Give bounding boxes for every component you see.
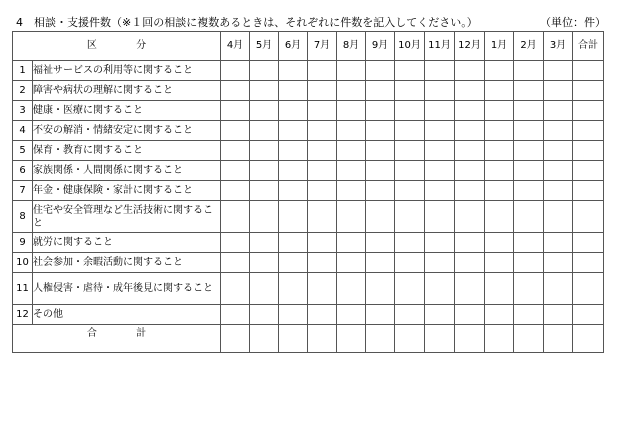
total-cell[interactable] <box>485 325 514 353</box>
entry-cell[interactable] <box>573 141 604 161</box>
entry-cell[interactable] <box>514 181 544 201</box>
entry-cell[interactable] <box>308 61 337 81</box>
entry-cell[interactable] <box>395 273 425 305</box>
entry-cell[interactable] <box>514 253 544 273</box>
entry-cell[interactable] <box>544 121 573 141</box>
entry-cell[interactable] <box>455 201 485 233</box>
entry-cell[interactable] <box>221 233 250 253</box>
total-row <box>13 325 604 353</box>
entry-cell[interactable] <box>485 273 514 305</box>
table-row <box>13 161 604 181</box>
entry-cell[interactable] <box>250 305 279 325</box>
entry-cell[interactable] <box>279 101 308 121</box>
entry-cell[interactable] <box>573 161 604 181</box>
entry-cell[interactable] <box>573 81 604 101</box>
entry-cell[interactable] <box>514 61 544 81</box>
entry-cell[interactable] <box>366 161 395 181</box>
table-row <box>13 121 604 141</box>
entry-cell[interactable] <box>455 61 485 81</box>
table-row <box>13 101 604 121</box>
row-number: 4 <box>13 121 33 141</box>
table-row <box>13 141 604 161</box>
entry-cell[interactable] <box>573 61 604 81</box>
row-number: 6 <box>13 161 33 181</box>
entry-cell[interactable] <box>366 201 395 233</box>
month-header: 9月 <box>366 32 395 61</box>
entry-cell[interactable] <box>514 233 544 253</box>
entry-cell[interactable] <box>308 161 337 181</box>
entry-cell[interactable] <box>425 181 455 201</box>
entry-cell[interactable] <box>455 305 485 325</box>
entry-cell[interactable] <box>366 121 395 141</box>
row-number: 7 <box>13 181 33 201</box>
entry-cell[interactable] <box>337 181 366 201</box>
entry-cell[interactable] <box>337 61 366 81</box>
entry-cell[interactable] <box>221 273 250 305</box>
entry-cell[interactable] <box>425 305 455 325</box>
entry-cell[interactable] <box>425 121 455 141</box>
month-header: 3月 <box>544 32 573 61</box>
month-header: 6月 <box>279 32 308 61</box>
row-label: その他 <box>33 305 221 325</box>
entry-cell[interactable] <box>514 161 544 181</box>
entry-cell[interactable] <box>250 141 279 161</box>
entry-cell[interactable] <box>485 61 514 81</box>
row-label: 健康・医療に関すること <box>33 101 221 121</box>
entry-cell[interactable] <box>485 253 514 273</box>
entry-cell[interactable] <box>425 61 455 81</box>
entry-cell[interactable] <box>366 233 395 253</box>
row-number: 2 <box>13 81 33 101</box>
entry-cell[interactable] <box>544 253 573 273</box>
entry-cell[interactable] <box>455 81 485 101</box>
total-cell[interactable] <box>279 325 308 353</box>
entry-cell[interactable] <box>485 305 514 325</box>
entry-cell[interactable] <box>573 233 604 253</box>
entry-cell[interactable] <box>221 201 250 233</box>
month-header: 11月 <box>425 32 455 61</box>
row-number: 12 <box>13 305 33 325</box>
entry-cell[interactable] <box>514 81 544 101</box>
entry-cell[interactable] <box>250 181 279 201</box>
month-header: 4月 <box>221 32 250 61</box>
entry-cell[interactable] <box>514 121 544 141</box>
entry-cell[interactable] <box>221 121 250 141</box>
entry-cell[interactable] <box>485 81 514 101</box>
entry-cell[interactable] <box>366 101 395 121</box>
entry-cell[interactable] <box>308 305 337 325</box>
entry-cell[interactable] <box>221 61 250 81</box>
entry-cell[interactable] <box>544 273 573 305</box>
row-label: 就労に関すること <box>33 233 221 253</box>
entry-cell[interactable] <box>455 121 485 141</box>
entry-cell[interactable] <box>337 81 366 101</box>
entry-cell[interactable] <box>455 161 485 181</box>
entry-cell[interactable] <box>366 305 395 325</box>
total-cell[interactable] <box>337 325 366 353</box>
entry-cell[interactable] <box>279 181 308 201</box>
entry-cell[interactable] <box>455 233 485 253</box>
row-number: 11 <box>13 273 33 305</box>
table-row <box>13 61 604 81</box>
section-title: 相談・支援件数（※１回の相談に複数あるときは、それぞれに件数を記入してください。） <box>34 16 478 29</box>
row-number: 8 <box>13 201 33 233</box>
entry-cell[interactable] <box>514 101 544 121</box>
entry-cell[interactable] <box>279 233 308 253</box>
row-label: 住宅や安全管理など生活技術に関すること <box>33 201 221 233</box>
entry-cell[interactable] <box>308 233 337 253</box>
entry-cell[interactable] <box>573 181 604 201</box>
entry-cell[interactable] <box>337 121 366 141</box>
entry-cell[interactable] <box>425 201 455 233</box>
row-number: 9 <box>13 233 33 253</box>
month-header: 2月 <box>514 32 544 61</box>
entry-cell[interactable] <box>279 141 308 161</box>
row-label: 人権侵害・虐待・成年後見に関すること <box>33 273 221 305</box>
section-number: 4 <box>16 16 23 29</box>
month-header: 5月 <box>250 32 279 61</box>
entry-cell[interactable] <box>455 141 485 161</box>
entry-cell[interactable] <box>308 121 337 141</box>
entry-cell[interactable] <box>544 161 573 181</box>
table-row <box>13 81 604 101</box>
entry-cell[interactable] <box>308 81 337 101</box>
entry-cell[interactable] <box>279 161 308 181</box>
entry-cell[interactable] <box>573 305 604 325</box>
entry-cell[interactable] <box>366 253 395 273</box>
entry-cell[interactable] <box>337 305 366 325</box>
consultation-count-table <box>12 31 604 353</box>
row-label: 年金・健康保険・家計に関すること <box>33 181 221 201</box>
entry-cell[interactable] <box>366 61 395 81</box>
section-heading <box>16 15 606 31</box>
entry-cell[interactable] <box>308 273 337 305</box>
entry-cell[interactable] <box>250 161 279 181</box>
total-cell[interactable] <box>514 325 544 353</box>
entry-cell[interactable] <box>425 161 455 181</box>
entry-cell[interactable] <box>455 101 485 121</box>
entry-cell[interactable] <box>395 101 425 121</box>
month-header: 12月 <box>455 32 485 61</box>
entry-cell[interactable] <box>221 141 250 161</box>
entry-cell[interactable] <box>250 273 279 305</box>
unit-label: （単位：件） <box>540 16 606 29</box>
total-cell[interactable] <box>308 325 337 353</box>
table-row <box>13 273 604 305</box>
entry-cell[interactable] <box>425 141 455 161</box>
entry-cell[interactable] <box>308 141 337 161</box>
entry-cell[interactable] <box>455 273 485 305</box>
entry-cell[interactable] <box>573 273 604 305</box>
entry-cell[interactable] <box>366 273 395 305</box>
entry-cell[interactable] <box>279 305 308 325</box>
category-header: 区 分 <box>13 32 221 61</box>
entry-cell[interactable] <box>250 61 279 81</box>
row-label: 社会参加・余暇活動に関すること <box>33 253 221 273</box>
entry-cell[interactable] <box>250 121 279 141</box>
month-header: 1月 <box>485 32 514 61</box>
entry-cell[interactable] <box>279 121 308 141</box>
sum-header: 合計 <box>573 32 604 61</box>
entry-cell[interactable] <box>514 273 544 305</box>
table-body <box>13 61 604 353</box>
entry-cell[interactable] <box>250 81 279 101</box>
entry-cell[interactable] <box>395 141 425 161</box>
month-header: 10月 <box>395 32 425 61</box>
row-label: 障害や病状の理解に関すること <box>33 81 221 101</box>
entry-cell[interactable] <box>250 253 279 273</box>
entry-cell[interactable] <box>425 273 455 305</box>
entry-cell[interactable] <box>514 305 544 325</box>
entry-cell[interactable] <box>366 141 395 161</box>
entry-cell[interactable] <box>485 161 514 181</box>
total-label: 合 計 <box>13 325 221 353</box>
entry-cell[interactable] <box>395 253 425 273</box>
entry-cell[interactable] <box>395 61 425 81</box>
total-cell[interactable] <box>221 325 250 353</box>
entry-cell[interactable] <box>544 141 573 161</box>
entry-cell[interactable] <box>395 181 425 201</box>
entry-cell[interactable] <box>279 201 308 233</box>
entry-cell[interactable] <box>544 201 573 233</box>
entry-cell[interactable] <box>395 201 425 233</box>
entry-cell[interactable] <box>337 253 366 273</box>
entry-cell[interactable] <box>544 181 573 201</box>
entry-cell[interactable] <box>279 273 308 305</box>
total-cell[interactable] <box>425 325 455 353</box>
entry-cell[interactable] <box>544 305 573 325</box>
entry-cell[interactable] <box>485 201 514 233</box>
row-number: 3 <box>13 101 33 121</box>
entry-cell[interactable] <box>485 101 514 121</box>
total-cell[interactable] <box>250 325 279 353</box>
entry-cell[interactable] <box>221 253 250 273</box>
entry-cell[interactable] <box>250 201 279 233</box>
row-number: 1 <box>13 61 33 81</box>
entry-cell[interactable] <box>425 233 455 253</box>
entry-cell[interactable] <box>395 305 425 325</box>
entry-cell[interactable] <box>279 61 308 81</box>
entry-cell[interactable] <box>366 181 395 201</box>
table-row <box>13 233 604 253</box>
row-label: 保育・教育に関すること <box>33 141 221 161</box>
row-label: 福祉サービスの利用等に関すること <box>33 61 221 81</box>
entry-cell[interactable] <box>395 161 425 181</box>
entry-cell[interactable] <box>221 81 250 101</box>
table-row <box>13 181 604 201</box>
entry-cell[interactable] <box>221 305 250 325</box>
entry-cell[interactable] <box>544 233 573 253</box>
entry-cell[interactable] <box>308 181 337 201</box>
entry-cell[interactable] <box>425 253 455 273</box>
entry-cell[interactable] <box>337 101 366 121</box>
entry-cell[interactable] <box>308 101 337 121</box>
entry-cell[interactable] <box>455 181 485 201</box>
entry-cell[interactable] <box>485 181 514 201</box>
entry-cell[interactable] <box>573 101 604 121</box>
total-cell[interactable] <box>395 325 425 353</box>
row-label: 家族関係・人間関係に関すること <box>33 161 221 181</box>
row-number: 10 <box>13 253 33 273</box>
entry-cell[interactable] <box>337 201 366 233</box>
total-cell[interactable] <box>366 325 395 353</box>
entry-cell[interactable] <box>279 253 308 273</box>
entry-cell[interactable] <box>221 101 250 121</box>
table-row <box>13 201 604 233</box>
row-label: 不安の解消・情緒安定に関すること <box>33 121 221 141</box>
entry-cell[interactable] <box>279 81 308 101</box>
total-cell[interactable] <box>455 325 485 353</box>
entry-cell[interactable] <box>395 81 425 101</box>
entry-cell[interactable] <box>485 121 514 141</box>
entry-cell[interactable] <box>573 253 604 273</box>
entry-cell[interactable] <box>221 161 250 181</box>
entry-cell[interactable] <box>485 141 514 161</box>
entry-cell[interactable] <box>308 253 337 273</box>
entry-cell[interactable] <box>337 233 366 253</box>
entry-cell[interactable] <box>544 101 573 121</box>
month-header: 7月 <box>308 32 337 61</box>
entry-cell[interactable] <box>573 201 604 233</box>
entry-cell[interactable] <box>221 181 250 201</box>
entry-cell[interactable] <box>395 121 425 141</box>
month-header: 8月 <box>337 32 366 61</box>
entry-cell[interactable] <box>366 81 395 101</box>
entry-cell[interactable] <box>337 273 366 305</box>
entry-cell[interactable] <box>514 141 544 161</box>
entry-cell[interactable] <box>337 161 366 181</box>
table-row <box>13 253 604 273</box>
entry-cell[interactable] <box>514 201 544 233</box>
entry-cell[interactable] <box>485 233 514 253</box>
entry-cell[interactable] <box>573 121 604 141</box>
entry-cell[interactable] <box>395 233 425 253</box>
header-row <box>13 32 604 61</box>
total-cell[interactable] <box>573 325 604 353</box>
entry-cell[interactable] <box>425 81 455 101</box>
entry-cell[interactable] <box>250 233 279 253</box>
table-row <box>13 305 604 325</box>
entry-cell[interactable] <box>425 101 455 121</box>
entry-cell[interactable] <box>250 101 279 121</box>
entry-cell[interactable] <box>455 253 485 273</box>
entry-cell[interactable] <box>308 201 337 233</box>
total-cell[interactable] <box>544 325 573 353</box>
entry-cell[interactable] <box>337 141 366 161</box>
row-number: 5 <box>13 141 33 161</box>
entry-cell[interactable] <box>544 61 573 81</box>
entry-cell[interactable] <box>544 81 573 101</box>
